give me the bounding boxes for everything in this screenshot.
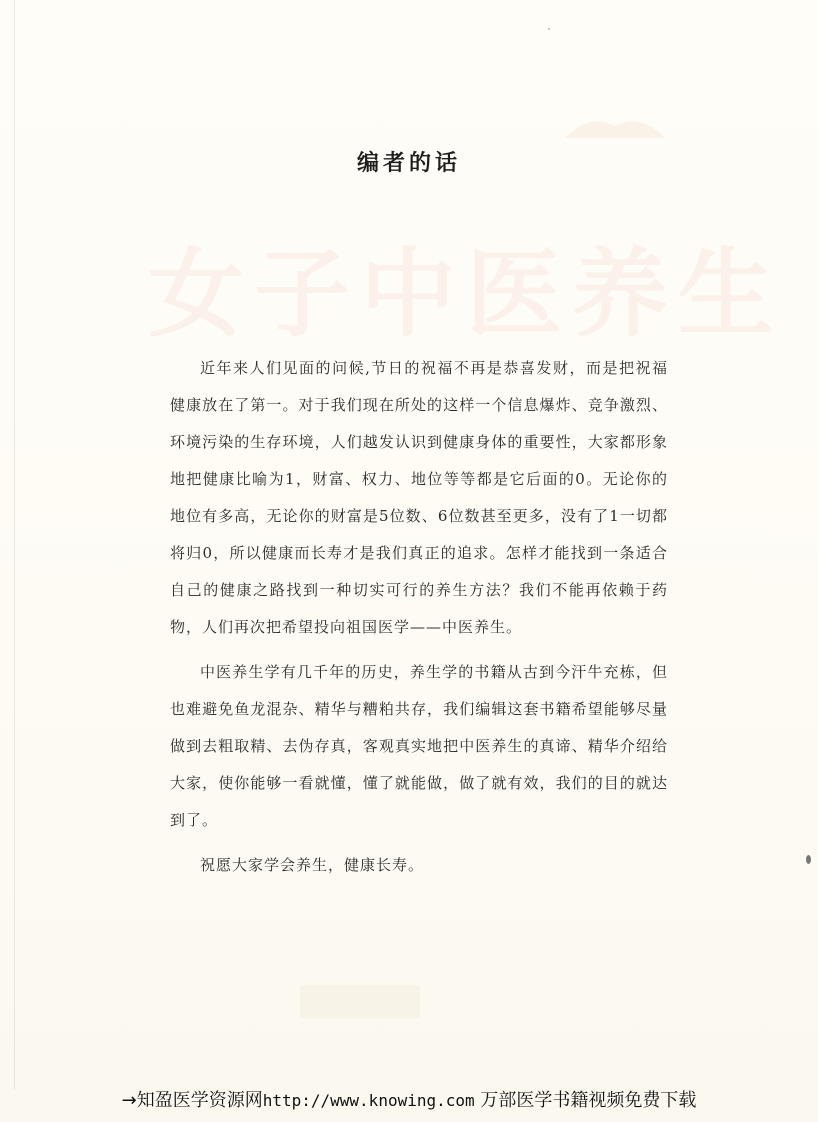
footer-url-link[interactable]: http://www.knowing.com <box>262 1091 475 1110</box>
footer-tagline: 万部医学书籍视频免费下载 <box>474 1090 697 1111</box>
paragraph-3: 祝愿大家学会养生，健康长寿。 <box>200 856 425 874</box>
paragraph-1: 近年来人们见面的问候,节日的祝福不再是恭喜发财，而是把祝福健康放在了第一。对于我们现在所处的这样一个信息爆炸、竞争激烈、环境污染的生存环境，人们越发认识到健康身体的重要性，大家都形象地把健康比喻为1，财富、权力、地位等等都是它后面的0。无论你的地位有多高，无论你的财富是5位数、6位数甚至更多，没有了1一切都将归0，所以健康而长寿才是我们真正的追求。怎样才能找到一条适合自己的健康之路找到一种切实可行的养生方法？我们不能再依赖于药物，人们再次把希望投向祖国医学——中医养生。 <box>170 359 668 636</box>
footer-site-name: 知盈医学资源网 <box>136 1090 263 1111</box>
faded-bottom-ornament <box>300 985 420 1019</box>
background-watermark-title: 女子中医养生 <box>148 238 784 350</box>
faded-ornament-graphic <box>560 108 670 142</box>
scan-speck <box>548 28 550 30</box>
page-title: 编者的话 <box>356 151 461 176</box>
download-footer <box>0 1086 818 1112</box>
editor-note-body <box>170 350 668 892</box>
scan-speck <box>806 855 811 864</box>
arrow-icon: → <box>121 1090 137 1111</box>
paragraph-2: 中医养生学有几千年的历史，养生学的书籍从古到今汗牛充栋，但也难避免鱼龙混杂、精华与糟粕共存，我们编辑这套书籍希望能够尽量做到去粗取精、去伪存真，客观真实地把中医养生的真谛、精华介绍给大家，使你能够一看就懂，懂了就能做，做了就有效，我们的目的就达到了。 <box>170 663 668 829</box>
